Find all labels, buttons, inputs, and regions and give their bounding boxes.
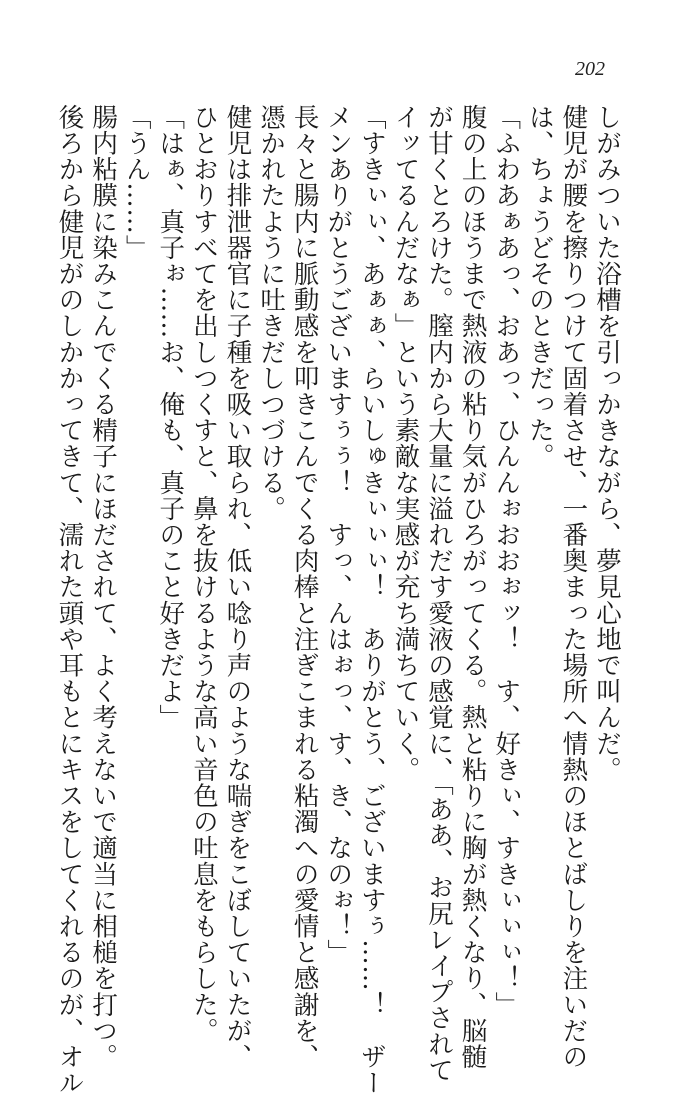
body-text [54,104,623,1096]
text-line: 健児は排泄器官に子種を吸い取られ、低い唸り声のような喘ぎをこぼしていたが、 [222,104,253,1070]
text-line: 腹の上のほうまで熱液の粘り気がひろがってくる。熱と粘りに胸が熱くなり、脳髄 [457,104,488,1070]
text-line: 「すきぃぃ、あぁぁ、らいしゅきぃぃぃ！ ありがとう、ございますぅ……！ ザー [356,104,387,1096]
text-line: が甘くとろけた。膣内から大量に溢れだす愛液の感覚に、「ああ、お尻レイプされて [424,104,455,1084]
text-line: 長々と腸内に脈動感を叩きこんでくる肉棒と注ぎこまれる粘濁への愛情と感謝を、 [289,104,320,1070]
text-line: イッてるんだなぁ」という素敵な実感が充ち満ちていく。 [390,104,421,783]
text-line: ひとおりすべてを出しつくすと、鼻を抜けるような高い音色の吐息をもらした。 [188,104,219,1044]
text-line: 腸内粘膜に染みこんでくる精子にほだされて、よく考えないで適当に相槌を打つ。 [88,104,119,1070]
text-line: 「はぁ、真子ぉ……お、俺も、真子のこと好きだよ」 [155,104,186,731]
text-line: 健児が腰を擦りつけて固着させ、一番奥まった場所へ情熱のほとばしりを注いだの [558,104,589,1070]
text-line: しがみついた浴槽を引っかきながら、夢見心地で叫んだ。 [592,104,622,783]
text-line: メンありがとうございますぅぅ！ すっ、んはぉっ、す、き、なのぉ！」 [323,104,354,966]
text-line: 「ふわあぁあっ、おあっ、ひんんぉおおぉッ！ す、好きぃ、すきぃぃぃ！」 [491,104,522,1018]
text-line: 憑かれたように吐きだしつづける。 [256,104,287,522]
text-line: は、ちょうどそのときだった。 [524,104,555,470]
page-number: 202 [575,58,605,80]
text-line: 後ろから健児がのしかかってきて、濡れた頭や耳もとにキスをしてくれるのが、オル [54,104,85,1096]
text-line: 「うん……」 [121,104,152,261]
